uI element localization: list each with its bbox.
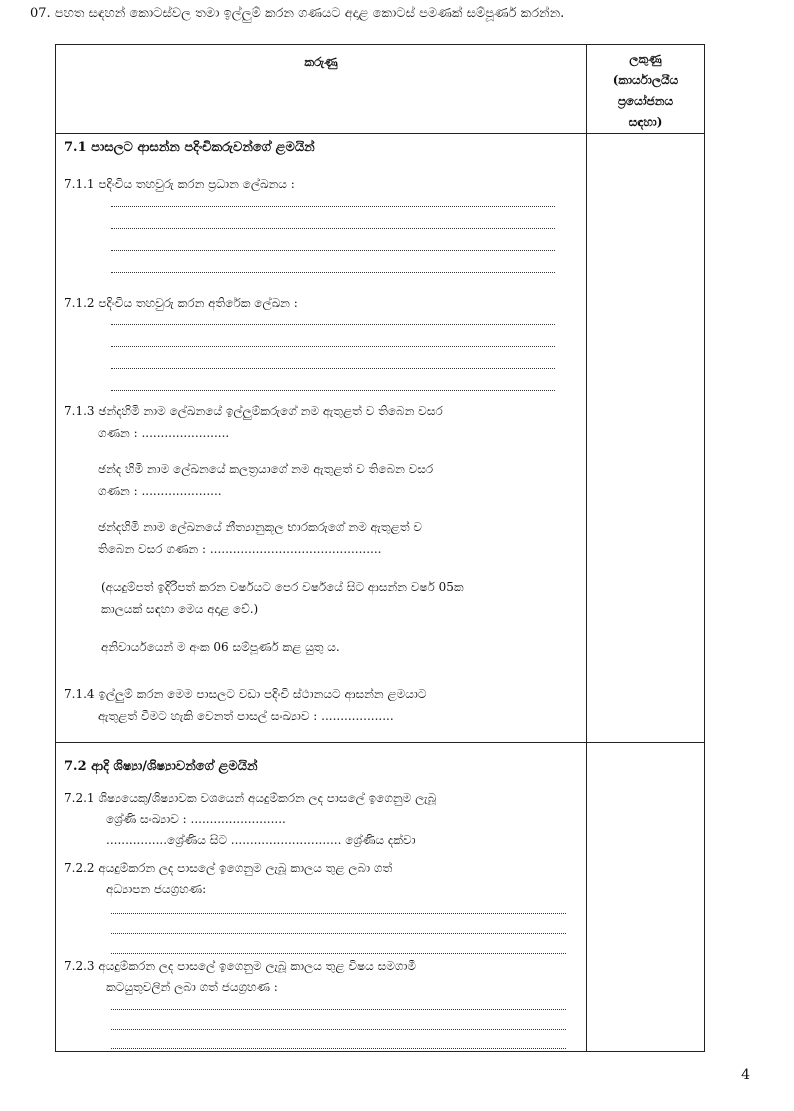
header-marks [587, 45, 705, 134]
q-7-1-2-line-4[interactable] [111, 390, 555, 391]
q-7-1-2-line-2[interactable] [111, 346, 555, 347]
header-marks-line-3: ප්‍රයෝජනය [617, 94, 674, 108]
q-7-1-1-line-1[interactable] [111, 206, 555, 207]
q-7-2-2-line-b[interactable] [111, 933, 566, 934]
section-7-2-cell [56, 743, 587, 1052]
section-7-1-row [56, 134, 705, 743]
criteria-table [55, 44, 705, 1052]
q-7-1-1-label: 7.1.1 පදිංචිය තහවුරු කරන ප්‍රධාන ලේඛනය : [64, 177, 295, 191]
q-7-2-2-line-2: අධ්‍යාපන ජයග්‍රහණ: [106, 882, 207, 896]
header-marks-line-4: සඳහා) [628, 115, 663, 129]
section-7-1-title: 7.1 පාසලට ආසන්න පදිංචිකරුවන්ගේ ළමයින් [64, 140, 315, 155]
page-number: 4 [741, 1067, 750, 1083]
section-7-2-title: 7.2 ආදි ශිෂ්‍යා/ශිෂ්‍යාවන්ගේ ළමයින් [64, 759, 258, 774]
section-7-2-row [56, 743, 705, 1052]
q-7-1-3b-line-1: ඡන්ද හිමි නාම ලේඛනයේ කලත්‍රයාගේ නම ඇතුළත් ව තිබෙන වසර [98, 462, 434, 476]
q-7-1-2-label: 7.1.2 පදිංචිය තහවුරු කරන අතිරේක ලේඛන : [64, 296, 298, 310]
q-7-2-1-line-1: 7.2.1 ශිෂ්‍යයෙකු/ශිෂ්‍යාවක වශයෙන් අයදුම්කරන ලද පාසලේ ඉගෙනුම ලැබූ [64, 791, 437, 805]
q-7-2-2-line-a[interactable] [111, 913, 566, 914]
header-marks-line-2: (කාර්යාලයීය [612, 73, 679, 87]
q-7-2-3-line-b[interactable] [111, 1029, 566, 1030]
q-7-2-1-line-3: ................ශ්‍රේණිය සිට ............................. ශ්‍රේණිය දක්වා [106, 833, 416, 847]
q-7-2-1-line-2: ශ්‍රේණි සංඛ්‍යාව : ......................... [106, 812, 286, 826]
header-criteria: කරුණු [56, 45, 587, 134]
q-7-1-4-line-2: ඇතුළත් වීමට හැකි වෙනත් පාසල් සංඛ්‍යාව : ................... [98, 709, 394, 723]
q-7-1-1-line-2[interactable] [111, 228, 555, 229]
table-header-row [56, 45, 705, 134]
mandatory-note: අනිවාර්යයෙන් ම අංක 06 සම්පූර්ණ කළ යුතු ය. [101, 640, 340, 654]
q-7-1-4-line-1: 7.1.4 ඉල්ලුම් කරන මෙම පාසලට වඩා පදිංචි ස්ථානයට ආසන්න ළමයාට [64, 687, 427, 701]
q-7-2-2-line-c[interactable] [111, 953, 566, 954]
q-7-1-3b-line-2: ගණන : ..................... [98, 484, 222, 498]
q-7-1-2-line-1[interactable] [111, 324, 555, 325]
instruction-text: 07. පහත සඳහන් කොටස්වල තමා ඉල්ලුම් කරන ගණයට අදාළ කොටස් පමණක් සම්පූර්ණ කරන්න. [30, 6, 565, 21]
q-7-1-3c-line-2: තිබෙන වසර ගණන : ............................................. [98, 542, 382, 556]
note-line-2: කාලයක් සඳහා මෙය අදාළ වේ.) [101, 602, 259, 616]
q-7-1-1-line-3[interactable] [111, 250, 555, 251]
q-7-2-3-line-2: කටයුතුවලින් ලබා ගත් ජයග්‍රහණ : [106, 980, 278, 994]
q-7-2-2-line-1: 7.2.2 අයදුම්කරන ලද පාසලේ ඉගෙනුම ලැබූ කාලය තුළ ලබා ගත් [64, 861, 393, 875]
q-7-1-3c-line-1: ඡන්දහිමි නාම ලේඛනයේ නීත්‍යානුකූල භාරකරුගේ නම ඇතුළත් ව [98, 520, 423, 534]
q-7-1-2-line-3[interactable] [111, 368, 555, 369]
section-7-2-marks-cell[interactable] [587, 743, 705, 1052]
note-line-1: (අයදුම්පත් ඉදිරිපත් කරන වර්ෂයට පෙර වර්ෂයේ සිට ආසන්න වර්ෂ 05ක [101, 580, 464, 594]
q-7-1-1-line-4[interactable] [111, 272, 555, 273]
section-7-1-marks-cell[interactable] [587, 134, 705, 743]
q-7-2-3-line-a[interactable] [111, 1009, 566, 1010]
section-7-1-cell [56, 134, 587, 743]
q-7-1-3-line-2: ගණන : ....................... [98, 426, 230, 440]
q-7-2-3-line-1: 7.2.3 අයදුම්කරන ලද පාසලේ ඉගෙනුම ලැබූ කාලය තුළ විෂය සමගාමී [64, 959, 416, 973]
q-7-1-3-line-1: 7.1.3 ඡන්දහිමි නාම ලේඛනයේ ඉල්ලුම්කරුගේ නම ඇතුළත් ව තිබෙන වසර [64, 404, 443, 418]
q-7-2-3-line-c[interactable] [111, 1048, 566, 1049]
header-marks-line-1: ලකුණු [629, 52, 662, 66]
